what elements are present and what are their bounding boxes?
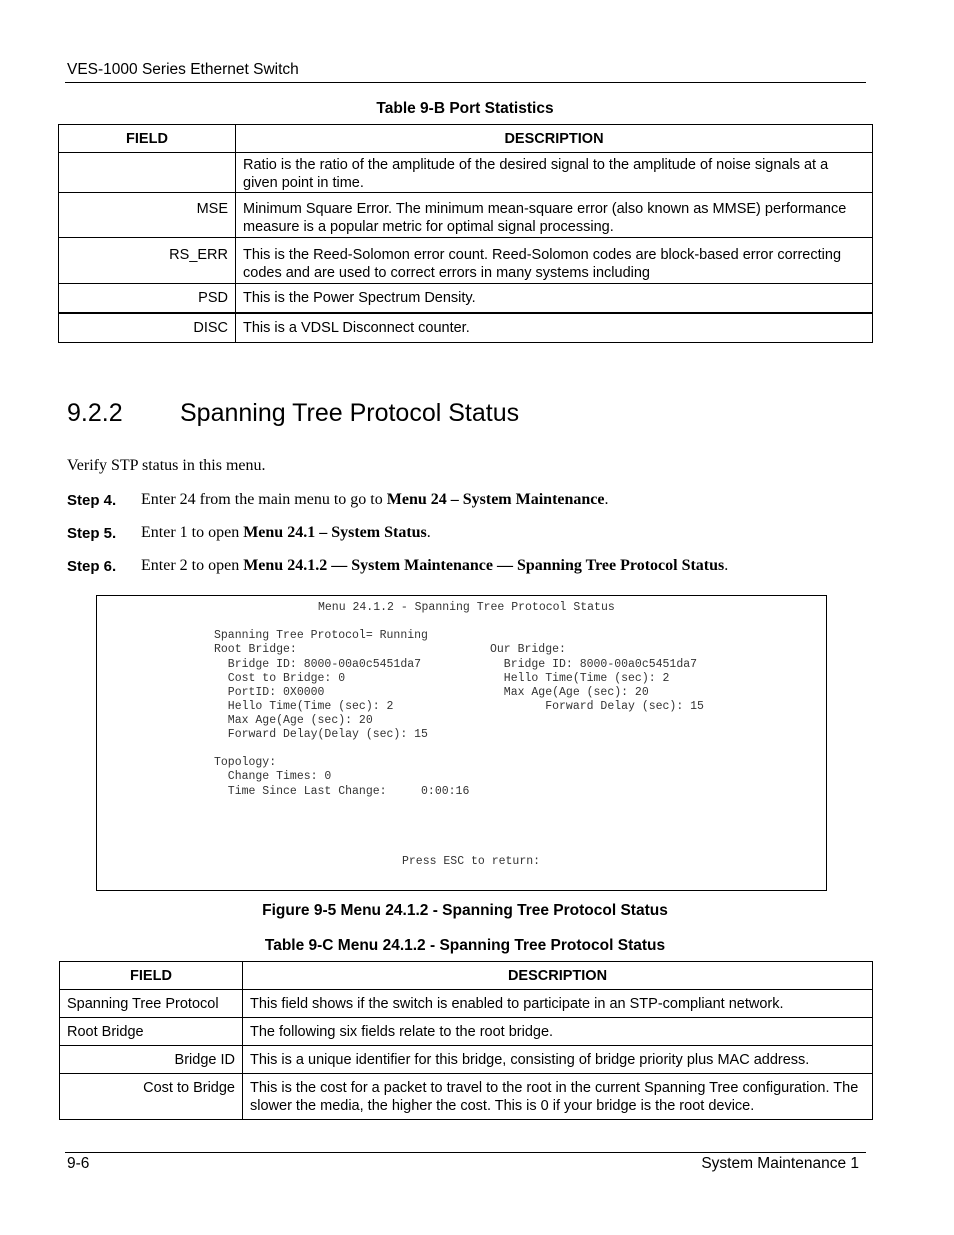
port-statistics-table	[58, 124, 873, 343]
field-cell: Spanning Tree Protocol	[60, 990, 243, 1018]
description-cell: Ratio is the ratio of the amplitude of the desired signal to the amplitude of noise signals at a given point in time.	[236, 153, 873, 193]
field-cell	[59, 153, 236, 193]
root-forward-delay: Forward Delay(Delay (sec): 15	[214, 728, 428, 741]
table-row	[60, 1074, 873, 1120]
field-cell: PSD	[59, 284, 236, 314]
description-cell: The following six fields relate to the root bridge.	[243, 1018, 873, 1046]
our-forward-delay: Forward Delay (sec): 15	[490, 700, 704, 713]
step-text	[141, 491, 609, 509]
table-row	[59, 313, 873, 343]
stp-status-line: Spanning Tree Protocol= Running	[214, 629, 428, 642]
field-cell: Cost to Bridge	[60, 1074, 243, 1120]
table-c-caption: Table 9-C Menu 24.1.2 - Spanning Tree Protocol Status	[264, 937, 666, 954]
field-cell: MSE	[59, 193, 236, 238]
time-since-last-change: Time Since Last Change: 0:00:16	[214, 785, 470, 798]
step-label: Step 6.	[67, 558, 117, 575]
chapter-title: System Maintenance 1	[701, 1155, 859, 1172]
table-row	[60, 1018, 873, 1046]
field-cell: Root Bridge	[60, 1018, 243, 1046]
step-text-post: .	[604, 491, 609, 508]
table-row	[60, 990, 873, 1018]
screen-title: Menu 24.1.2 - Spanning Tree Protocol Status	[318, 601, 615, 614]
description-cell: This is the Reed-Solomon error count. Reed-Solomon codes are block-based error correcting codes and are used to correct errors in many systems including	[236, 238, 873, 284]
column-header-description: DESCRIPTION	[236, 125, 873, 153]
step-text-menu: Menu 24.1 – System Status	[243, 524, 427, 541]
field-cell: RS_ERR	[59, 238, 236, 284]
root-cost-to-bridge: Cost to Bridge: 0	[214, 672, 346, 685]
section-title: Spanning Tree Protocol Status	[180, 399, 520, 427]
change-times: Change Times: 0	[214, 770, 332, 783]
our-bridge-id: Bridge ID: 8000-00a0c5451da7	[490, 658, 698, 671]
table-row	[59, 238, 873, 284]
press-esc-prompt: Press ESC to return:	[402, 855, 541, 868]
header-rule	[65, 82, 866, 83]
description-cell: This is the Power Spectrum Density.	[236, 284, 873, 314]
step-label: Step 5.	[67, 525, 117, 542]
table-row	[60, 1046, 873, 1074]
description-cell: This is a unique identifier for this bridge, consisting of bridge priority plus MAC address.	[243, 1046, 873, 1074]
terminal-screen	[96, 595, 827, 891]
footer-rule	[65, 1152, 866, 1153]
our-max-age: Max Age(Age (sec): 20	[490, 686, 649, 699]
running-header: VES-1000 Series Ethernet Switch	[67, 61, 299, 78]
step-text-menu: Menu 24 – System Maintenance	[386, 491, 605, 508]
section-number: 9.2.2	[67, 399, 123, 427]
intro-paragraph: Verify STP status in this menu.	[67, 457, 266, 474]
our-hello-time: Hello Time(Time (sec): 2	[490, 672, 670, 685]
table-header-row	[59, 125, 873, 153]
description-cell: This is a VDSL Disconnect counter.	[236, 313, 873, 343]
stp-status-table	[59, 961, 873, 1120]
column-header-description: DESCRIPTION	[243, 962, 873, 990]
root-hello-time: Hello Time(Time (sec): 2	[214, 700, 394, 713]
step-text-pre: Enter 24 from the main menu to go to	[141, 491, 387, 508]
field-cell: DISC	[59, 313, 236, 343]
table-row	[59, 284, 873, 314]
step-text-post: .	[426, 524, 431, 541]
root-max-age: Max Age(Age (sec): 20	[214, 714, 373, 727]
step-label: Step 4.	[67, 492, 117, 509]
root-bridge-id: Bridge ID: 8000-00a0c5451da7	[214, 658, 422, 671]
table-header-row	[60, 962, 873, 990]
step-text-post: .	[724, 557, 729, 574]
figure-caption: Figure 9-5 Menu 24.1.2 - Spanning Tree Protocol Status	[262, 902, 668, 919]
page-number: 9-6	[67, 1155, 90, 1172]
table-row	[59, 193, 873, 238]
field-cell: Bridge ID	[60, 1046, 243, 1074]
step-text	[141, 524, 431, 542]
step-text-pre: Enter 1 to open	[141, 524, 244, 541]
step-text-menu: Menu 24.1.2 — System Maintenance — Spanning Tree Protocol Status	[243, 557, 725, 574]
table-b-caption: Table 9-B Port Statistics	[376, 100, 554, 117]
column-header-field: FIELD	[60, 962, 243, 990]
column-header-field: FIELD	[59, 125, 236, 153]
description-cell: This is the cost for a packet to travel to the root in the current Spanning Tree configuration. The slower the media, the higher the cost. This is 0 if your bridge is the root device.	[243, 1074, 873, 1120]
description-cell: Minimum Square Error. The minimum mean-square error (also known as MMSE) performance measure is a popular metric for optimal signal processing.	[236, 193, 873, 238]
table-row	[59, 153, 873, 193]
description-cell: This field shows if the switch is enabled to participate in an STP-compliant network.	[243, 990, 873, 1018]
step-text	[141, 557, 728, 575]
root-port-id: PortID: 0X0000	[214, 686, 325, 699]
step-text-pre: Enter 2 to open	[141, 557, 244, 574]
topology-heading: Topology:	[214, 756, 277, 769]
our-bridge-heading: Our Bridge:	[490, 643, 566, 656]
root-bridge-heading: Root Bridge:	[214, 643, 297, 656]
